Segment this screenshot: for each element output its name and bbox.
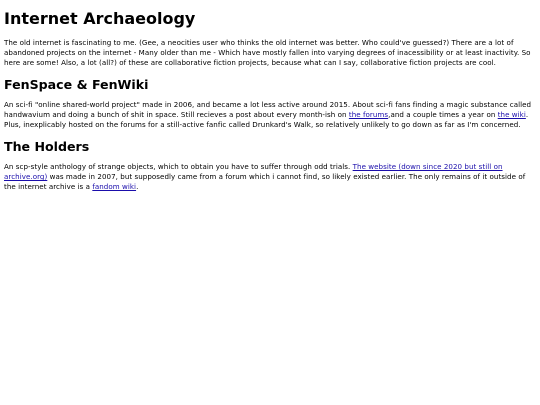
holders-paragraph [4, 162, 536, 192]
holders-section [4, 139, 536, 192]
fandom-wiki-link[interactable]: fandom wiki [92, 182, 137, 191]
holders-text-2: was made in 2007, but supposedly came from a forum which i cannot find, so likely existed earlier. The only remains of it outside of the internet archive is a [4, 172, 526, 191]
holders-text-3: . [136, 182, 139, 191]
fenspace-text-3: . Plus, inexplicably hosted on the forums for a still-active fanfic called Drunkard's Walk, so relatively unlikely to go down as far as I'm concerned. [4, 110, 529, 129]
holders-website-link[interactable]: The website (down since 2020 but still on archive.org) [4, 162, 503, 181]
fenspace-paragraph [4, 100, 536, 130]
page-title: Internet Archaeology [4, 9, 196, 28]
holders-text-1: An scp-style anthology of strange objects, which to obtain you have to suffer through odd trials. [4, 162, 353, 171]
fenspace-text-1: An sci-fi "online shared-world project" made in 2006, and became a lot less active around 2015. About sci-fi fans finding a magic substance called handwavium and doing a bunch of shit in space. Still recieves a post about every month-ish on [4, 100, 532, 119]
fenspace-section [4, 77, 536, 130]
holders-heading: The Holders [4, 139, 90, 154]
intro-paragraph: The old internet is fascinating to me. (Gee, a neocities user who thinks the old internet was better. Who could've guessed?) There are a lot of abandoned projects on the internet - Many older than me - Which have mostly fallen into varying degrees of inacessibility or at least inactivity. So here are some! Also, a lot (all?) of these are collaborative fiction projects, because what can I say, collaborative fiction projects are cool. [4, 38, 531, 67]
forums-link[interactable]: the forums [348, 110, 389, 119]
fenwiki-link[interactable]: the wiki [497, 110, 526, 119]
fenspace-heading: FenSpace & FenWiki [4, 77, 149, 92]
fenspace-text-2: ,and a couple times a year on [388, 110, 498, 119]
